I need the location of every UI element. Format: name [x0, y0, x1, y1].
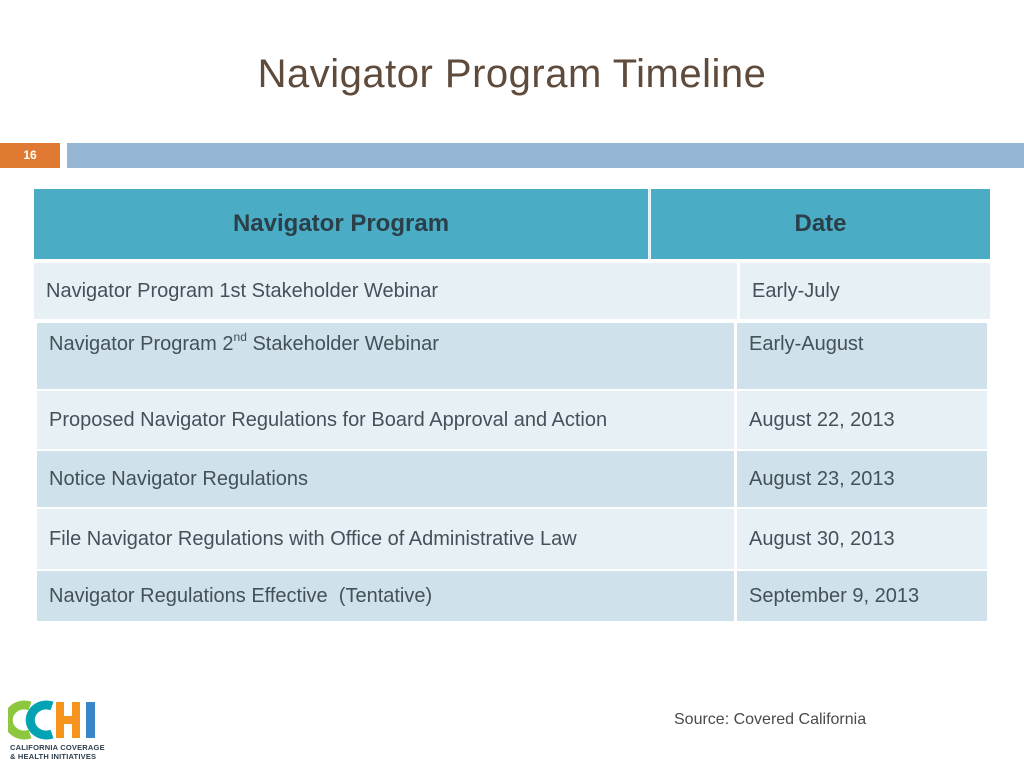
- program-text: Stakeholder Webinar: [246, 333, 439, 355]
- date-cell: Early-July: [737, 263, 990, 319]
- slide-title: Navigator Program Timeline: [257, 52, 767, 96]
- table-row: [34, 263, 990, 319]
- program-cell: [37, 323, 734, 389]
- header-date: Date: [794, 210, 847, 237]
- header-accent-bar: [67, 143, 1024, 168]
- logo-line-1: CALIFORNIA COVERAGE: [10, 743, 105, 752]
- program-cell: Navigator Program 1st Stakeholder Webinar: [46, 279, 439, 302]
- table-row: [37, 391, 987, 449]
- program-text: Navigator Program 2: [49, 333, 234, 355]
- header-program: Navigator Program: [34, 189, 651, 259]
- logo-mark-icon: [8, 700, 100, 740]
- date-cell: Early-August: [734, 323, 987, 389]
- program-cell: File Navigator Regulations with Office of Administrative Law: [49, 527, 577, 550]
- table-row: [37, 323, 987, 389]
- ordinal-superscript: nd: [233, 330, 247, 344]
- date-cell: September 9, 2013: [734, 571, 987, 621]
- program-cell: Navigator Regulations Effective (Tentative): [49, 584, 433, 607]
- table-row: [37, 451, 987, 507]
- date-cell: August 23, 2013: [734, 451, 987, 507]
- page-number: 16: [0, 143, 60, 168]
- table-row: [37, 571, 987, 621]
- logo-subtitle: [10, 743, 105, 761]
- table-header: [34, 189, 990, 259]
- logo-letters: [8, 700, 100, 740]
- table-row: [37, 509, 987, 569]
- logo-line-2: & HEALTH INITIATIVES: [10, 752, 97, 761]
- cchi-logo: [8, 700, 108, 762]
- date-cell: August 22, 2013: [734, 391, 987, 449]
- source-caption: Source: Covered California: [674, 711, 867, 728]
- date-cell: August 30, 2013: [734, 509, 987, 569]
- program-cell: Proposed Navigator Regulations for Board Approval and Action: [49, 408, 608, 431]
- program-cell: Notice Navigator Regulations: [49, 467, 309, 490]
